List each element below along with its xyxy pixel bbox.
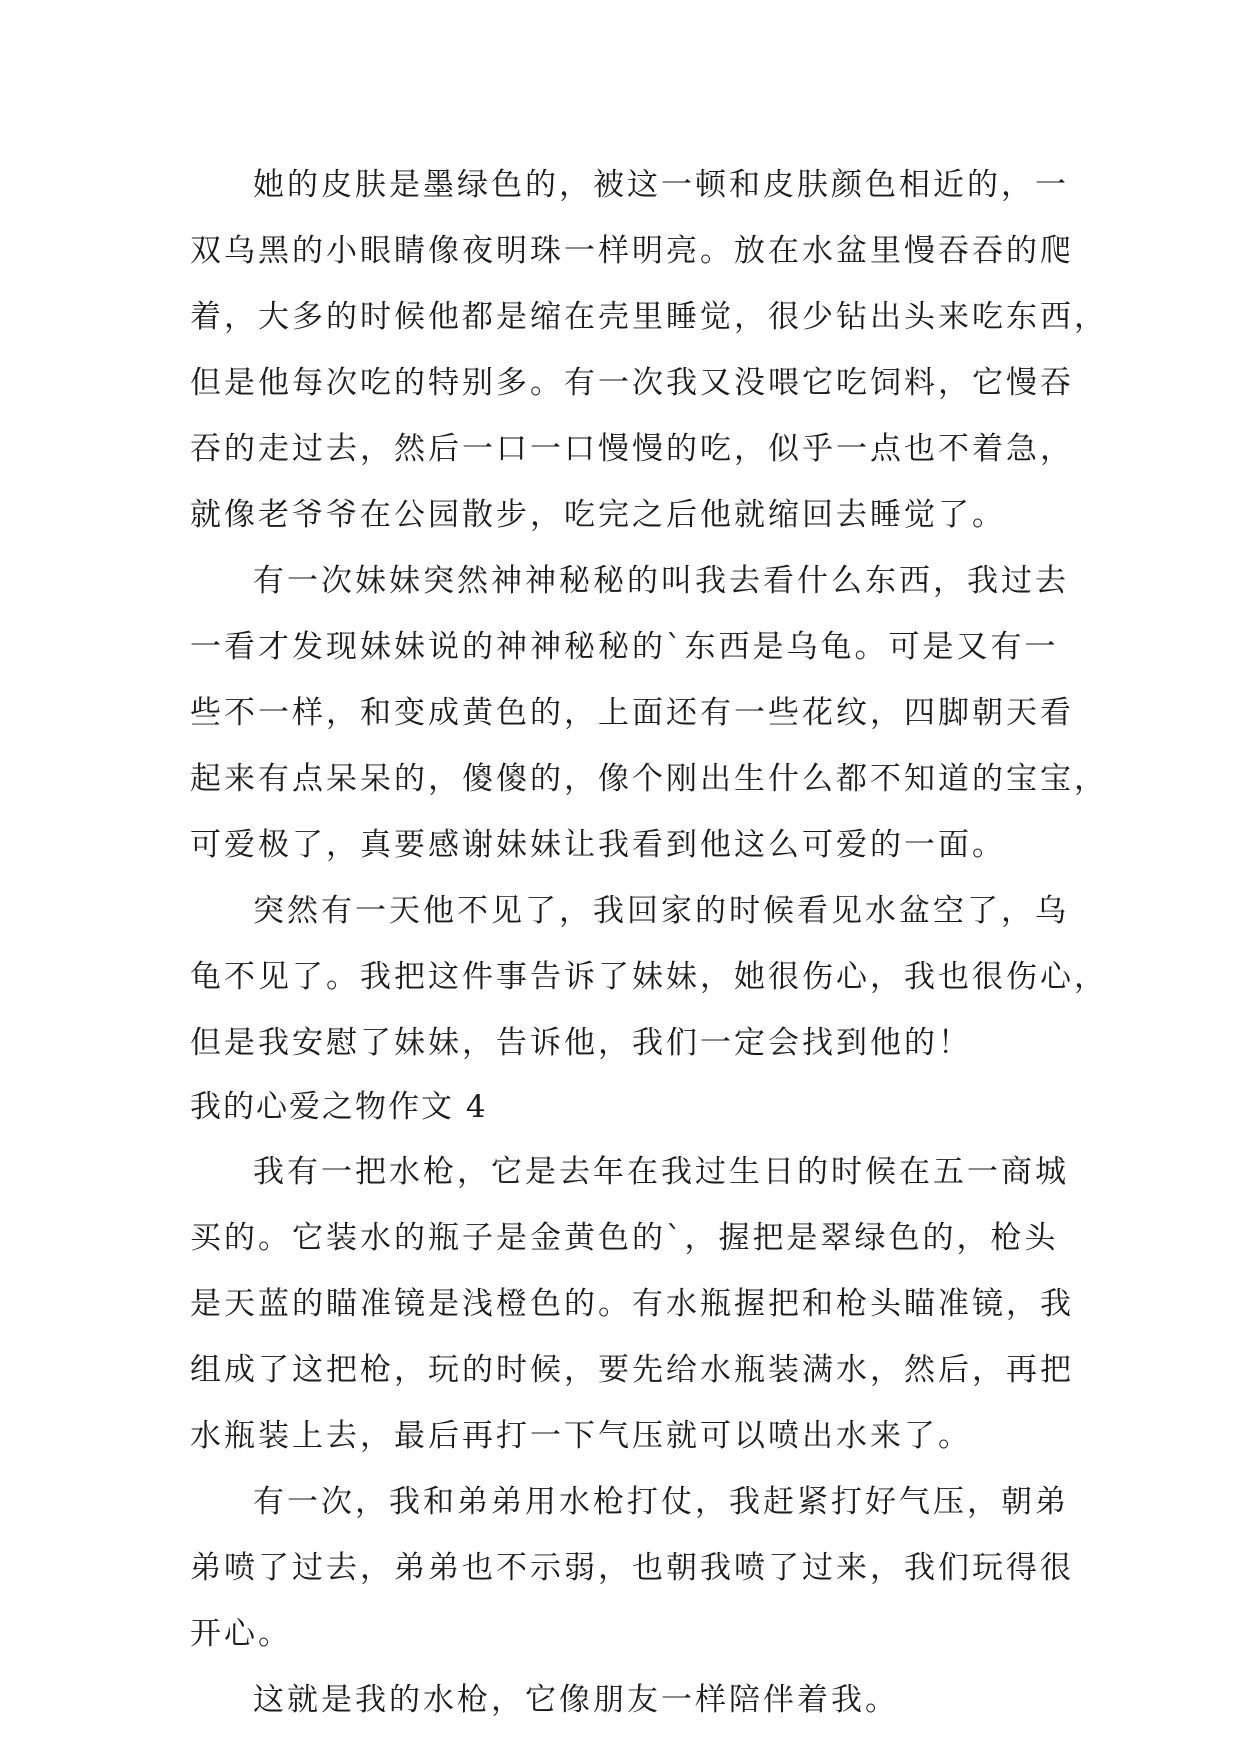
text-line: 她的皮肤是墨绿色的，被这一顿和皮肤颜色相近的，一 [253, 167, 1069, 203]
text-line: 可爱极了，真要感谢妹妹让我看到他这么可爱的一面。 [190, 827, 1006, 863]
text-line: 有一次妹妹突然神神秘秘的叫我去看什么东西，我过去 [253, 563, 1069, 599]
text-line: 有一次，我和弟弟用水枪打仗，我赶紧打好气压，朝弟 [253, 1484, 1069, 1520]
text-line: 这就是我的水枪，它像朋友一样陪伴着我。 [253, 1682, 899, 1718]
text-line: 是天蓝的瞄准镜是浅橙色的。有水瓶握把和枪头瞄准镜，我 [190, 1286, 1074, 1322]
paragraph-water-fight [190, 1469, 1074, 1667]
text-line: 吞的走过去，然后一口一口慢慢的吃，似乎一点也不着急， [190, 431, 1074, 467]
text-line: 弟喷了过去，弟弟也不示弱，也朝我喷了过来，我们玩得很 [190, 1550, 1074, 1586]
paragraph-water-gun-description [190, 1139, 1074, 1469]
text-line: 开心。 [190, 1616, 292, 1652]
text-line: 一看才发现妹妹说的神神秘秘的`东西是乌龟。可是又有一 [190, 629, 1059, 665]
text-line: 双乌黑的小眼睛像夜明珠一样明亮。放在水盆里慢吞吞的爬 [190, 233, 1074, 269]
paragraph-turtle-description [190, 152, 1108, 548]
text-line: 但是他每次吃的特别多。有一次我又没喂它吃饲料，它慢吞 [190, 365, 1074, 401]
text-line: 些不一样，和变成黄色的，上面还有一些花纹，四脚朝天看 [190, 695, 1074, 731]
text-line: 龟不见了。我把这件事告诉了妹妹，她很伤心，我也很伤心， [190, 959, 1108, 995]
document-body [190, 152, 1108, 1733]
text-line: 买的。它装水的瓶子是金黄色的`，握把是翠绿色的，枪头 [190, 1220, 1059, 1256]
paragraph-turtle-missing [190, 878, 1108, 1076]
paragraph-sister-discovery [190, 548, 1108, 878]
text-line: 起来有点呆呆的，傻傻的，像个刚出生什么都不知道的宝宝， [190, 761, 1108, 797]
text-line: 突然有一天他不见了，我回家的时候看见水盆空了，乌 [253, 893, 1069, 929]
text-line: 我有一把水枪，它是去年在我过生日的时候在五一商城 [253, 1154, 1069, 1190]
text-line: 就像老爷爷在公园散步，吃完之后他就缩回去睡觉了。 [190, 497, 1006, 533]
text-line: 着，大多的时候他都是缩在壳里睡觉，很少钻出头来吃东西， [190, 299, 1108, 335]
essay-heading: 我的心爱之物作文 4 [190, 1089, 488, 1125]
paragraph-conclusion [190, 1667, 1055, 1733]
text-line: 组成了这把枪，玩的时候，要先给水瓶装满水，然后，再把 [190, 1352, 1074, 1388]
text-line: 水瓶装上去，最后再打一下气压就可以喷出水来了。 [190, 1418, 972, 1454]
text-line: 但是我安慰了妹妹，告诉他，我们一定会找到他的！ [190, 1025, 972, 1061]
